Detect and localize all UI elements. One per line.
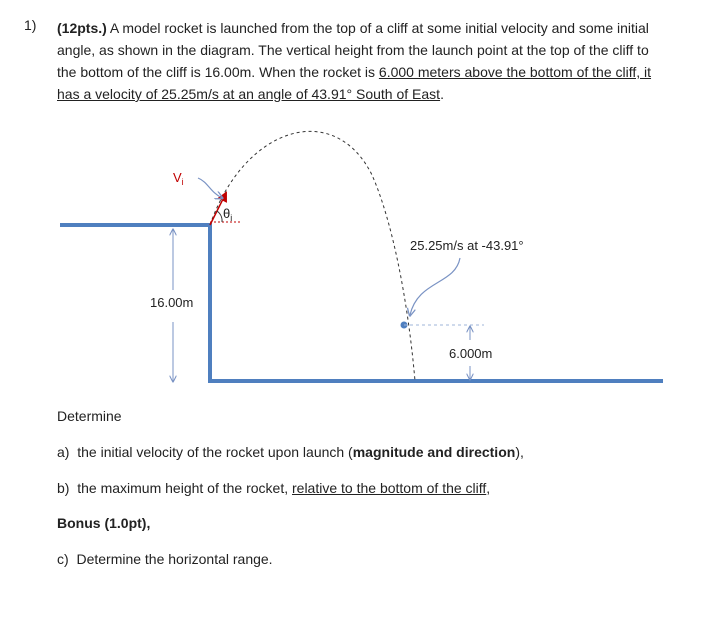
part-c-prefix: c) [57,551,69,567]
part-a-end: ), [515,444,524,460]
underlined-condition: 6.000 meters above the bottom of the cliff, it has a velocity of 25.25m/s at an angle of 43.91° South of East [57,64,652,102]
velocity-label: 25.25m/s at -43.91° [410,238,524,253]
part-c [57,551,273,567]
part-a-text: the initial velocity of the rocket upon launch ( [77,444,353,460]
question-number: 1) [24,17,37,33]
part-a-bold: magnitude and direction [352,444,516,460]
points-label: (12pts.) [57,20,107,36]
trajectory-path [210,131,415,381]
part-b-text: the maximum height of the rocket, [77,480,292,496]
determine-label: Determine [57,408,122,424]
question-period: . [440,86,444,102]
part-a [57,444,524,460]
cliff-height-label: 16.00m [150,295,194,310]
part-b-prefix: b) [57,480,70,496]
part-b [57,480,490,496]
theta-arc [217,211,222,222]
question-body: A model rocket is launched from the top of a cliff at some initial velocity and some initial angle, as shown in the diagram. The vertical height from the launch point at the top of the cliff to the bottom of the cliff is 16.00m. When the rocket is [57,20,649,80]
part-a-prefix: a) [57,444,70,460]
part-b-end: , [486,480,491,496]
vi-label: $V_i$ [173,170,184,187]
height-label: 6.000m [449,346,493,361]
bonus-label: Bonus (1.0pt), [57,515,151,531]
vi-pointer [198,178,222,198]
part-b-underlined: relative to the bottom of the cliff [292,480,487,496]
velocity-pointer [410,258,460,315]
part-c-text: Determine the horizontal range. [76,551,273,567]
theta-label: $\theta_i$ [223,206,233,223]
